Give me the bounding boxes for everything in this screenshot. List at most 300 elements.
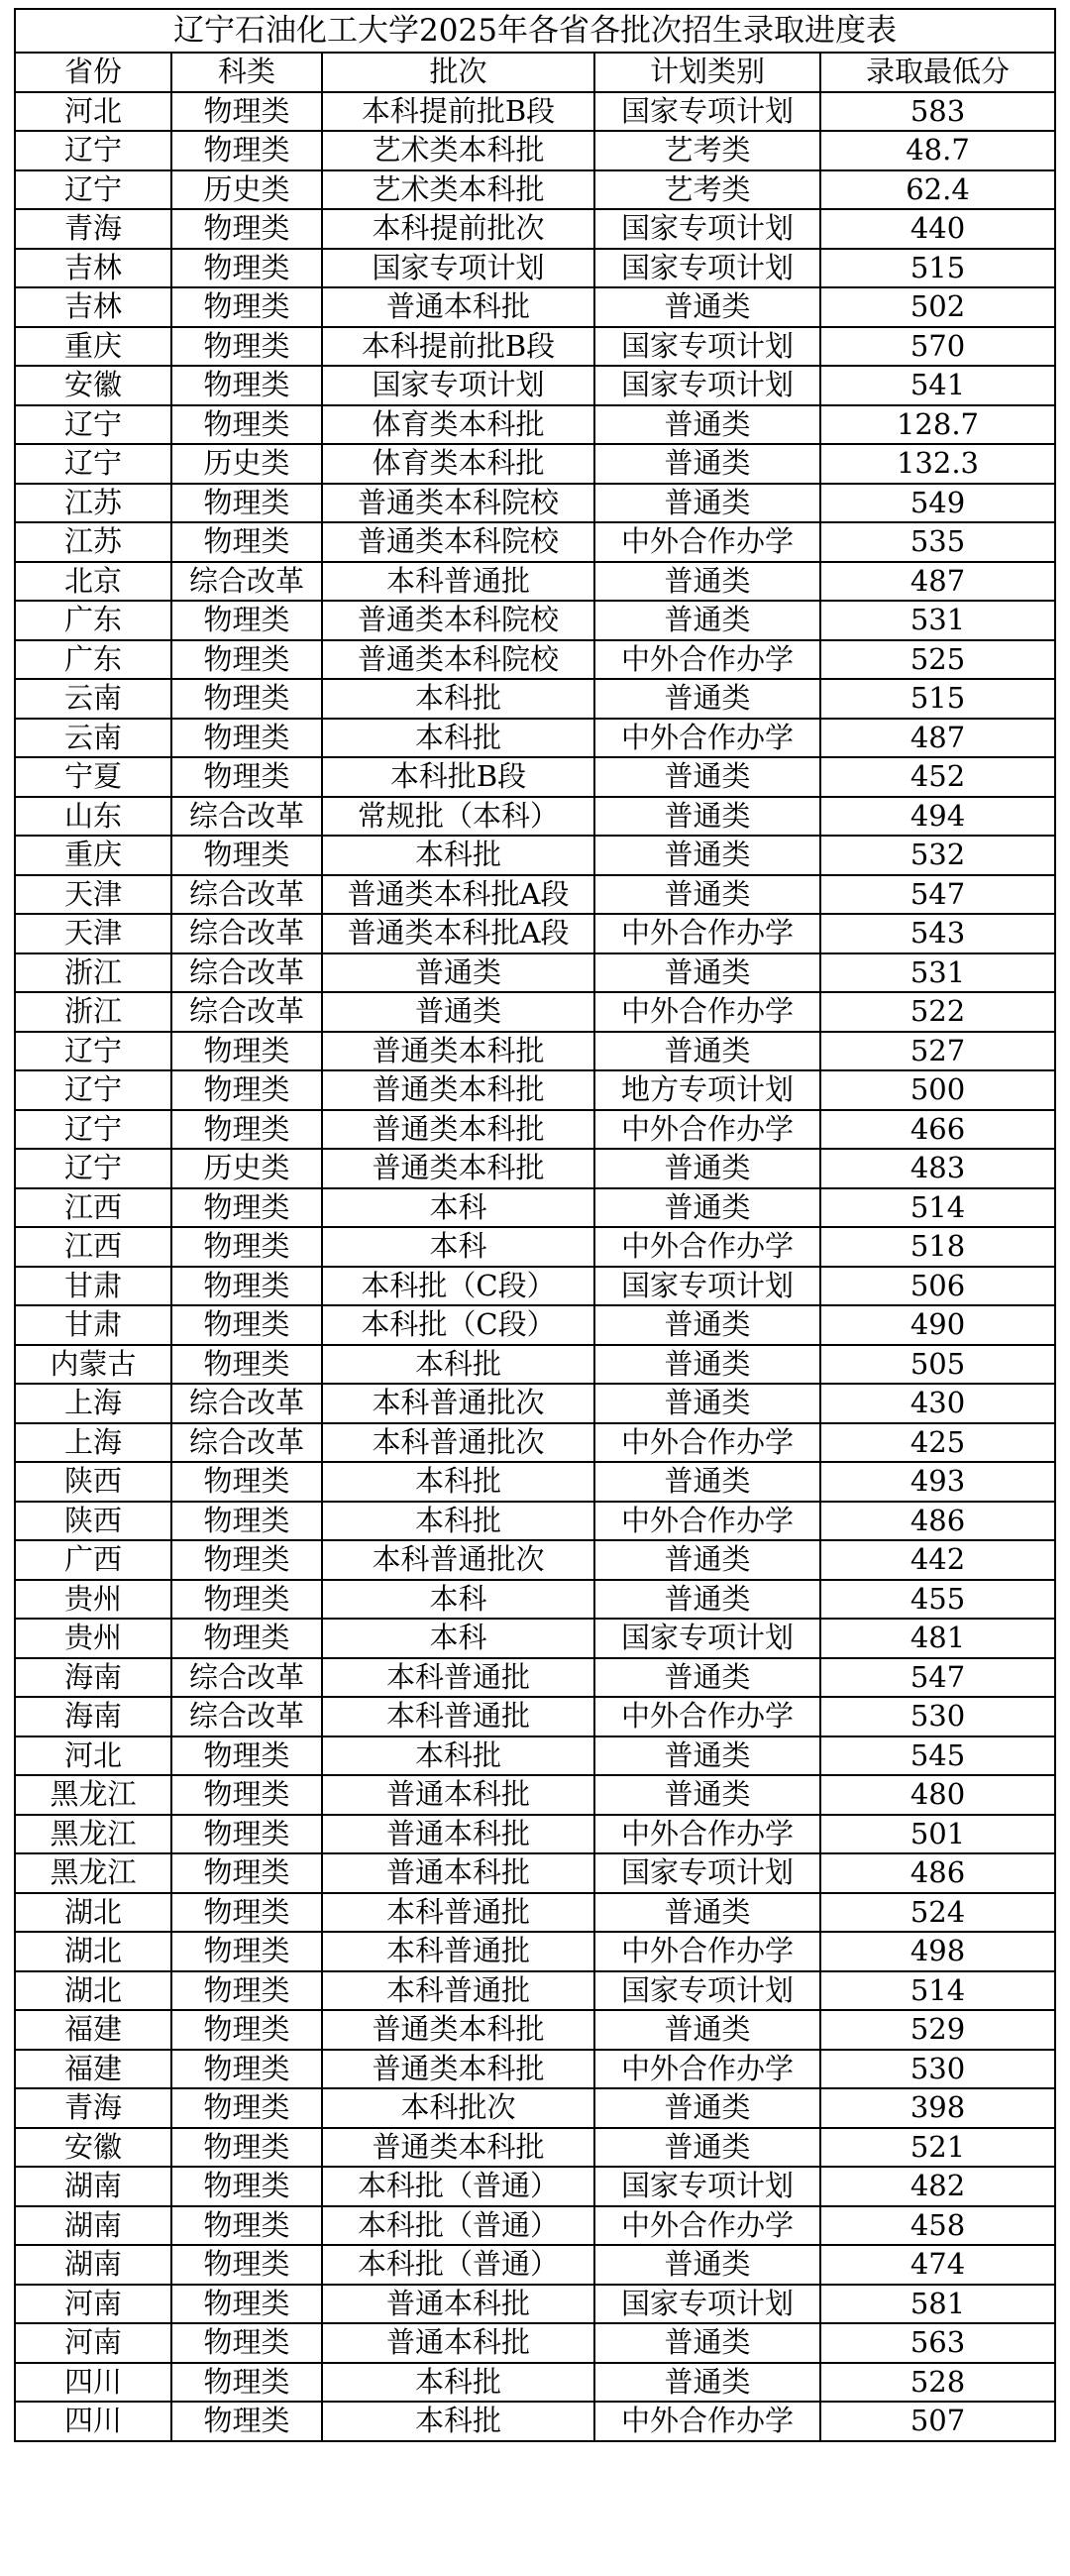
plan-type-cell: 普通类 — [594, 405, 820, 445]
batch-cell: 本科 — [322, 1580, 594, 1620]
subject-cell: 物理类 — [171, 836, 322, 875]
plan-type-cell: 普通类 — [594, 953, 820, 993]
table-row — [15, 1305, 1055, 1345]
min-score-cell: 487 — [820, 562, 1055, 602]
batch-cell: 普通类本科批A段 — [322, 875, 594, 915]
table-row — [15, 1110, 1055, 1150]
province-cell: 青海 — [15, 209, 171, 249]
table-row — [15, 1658, 1055, 1698]
batch-cell: 本科批（普通） — [322, 2167, 594, 2206]
batch-cell: 艺术类本科批 — [322, 170, 594, 210]
plan-type-cell: 中外合作办学 — [594, 719, 820, 758]
header-row — [15, 53, 1055, 92]
plan-type-cell: 普通类 — [594, 1305, 820, 1345]
province-cell: 广西 — [15, 1540, 171, 1580]
table-row — [15, 1971, 1055, 2011]
subject-cell: 物理类 — [171, 2010, 322, 2050]
plan-type-cell: 普通类 — [594, 836, 820, 875]
plan-type-cell: 地方专项计划 — [594, 1070, 820, 1110]
batch-cell: 本科批 — [322, 1502, 594, 1541]
subject-cell: 物理类 — [171, 1032, 322, 1071]
table-body — [15, 92, 1055, 2441]
province-cell: 重庆 — [15, 327, 171, 367]
subject-cell: 历史类 — [171, 444, 322, 484]
subject-cell: 物理类 — [171, 366, 322, 405]
batch-cell: 艺术类本科批 — [322, 131, 594, 170]
subject-cell: 物理类 — [171, 2285, 322, 2324]
table-row — [15, 719, 1055, 758]
province-cell: 重庆 — [15, 836, 171, 875]
min-score-cell: 530 — [820, 2050, 1055, 2089]
table-row — [15, 1853, 1055, 1893]
min-score-cell: 486 — [820, 1502, 1055, 1541]
subject-cell: 综合改革 — [171, 953, 322, 993]
header-batch: 批次 — [322, 53, 594, 92]
table-row — [15, 1384, 1055, 1423]
min-score-cell: 481 — [820, 1619, 1055, 1658]
table-row — [15, 249, 1055, 288]
header-province: 省份 — [15, 53, 171, 92]
province-cell: 宁夏 — [15, 757, 171, 797]
batch-cell: 普通类本科批 — [322, 2010, 594, 2050]
min-score-cell: 430 — [820, 1384, 1055, 1423]
table-row — [15, 1619, 1055, 1658]
plan-type-cell: 普通类 — [594, 875, 820, 915]
batch-cell: 普通类本科批 — [322, 1110, 594, 1150]
header-subject: 科类 — [171, 53, 322, 92]
min-score-cell: 466 — [820, 1110, 1055, 1150]
batch-cell: 本科提前批B段 — [322, 92, 594, 132]
table-row — [15, 1893, 1055, 1933]
province-cell: 福建 — [15, 2010, 171, 2050]
min-score-cell: 583 — [820, 92, 1055, 132]
province-cell: 安徽 — [15, 2128, 171, 2168]
min-score-cell: 527 — [820, 1032, 1055, 1071]
table-row — [15, 601, 1055, 640]
batch-cell: 本科批 — [322, 2402, 594, 2441]
province-cell: 辽宁 — [15, 1070, 171, 1110]
min-score-cell: 547 — [820, 1658, 1055, 1698]
province-cell: 江苏 — [15, 522, 171, 562]
subject-cell: 物理类 — [171, 757, 322, 797]
subject-cell: 综合改革 — [171, 1697, 322, 1736]
min-score-cell: 581 — [820, 2285, 1055, 2324]
subject-cell: 物理类 — [171, 1227, 322, 1267]
plan-type-cell: 中外合作办学 — [594, 1423, 820, 1463]
min-score-cell: 128.7 — [820, 405, 1055, 445]
province-cell: 山东 — [15, 797, 171, 837]
plan-type-cell: 普通类 — [594, 1580, 820, 1620]
batch-cell: 普通类本科院校 — [322, 522, 594, 562]
province-cell: 浙江 — [15, 992, 171, 1032]
min-score-cell: 493 — [820, 1462, 1055, 1502]
batch-cell: 普通类本科批 — [322, 2128, 594, 2168]
batch-cell: 本科普通批 — [322, 562, 594, 602]
min-score-cell: 543 — [820, 914, 1055, 953]
batch-cell: 本科提前批次 — [322, 209, 594, 249]
subject-cell: 物理类 — [171, 601, 322, 640]
plan-type-cell: 普通类 — [594, 1032, 820, 1071]
plan-type-cell: 普通类 — [594, 287, 820, 327]
batch-cell: 本科批 — [322, 679, 594, 719]
province-cell: 吉林 — [15, 287, 171, 327]
province-cell: 辽宁 — [15, 1110, 171, 1150]
batch-cell: 普通类本科院校 — [322, 601, 594, 640]
subject-cell: 物理类 — [171, 2402, 322, 2441]
province-cell: 北京 — [15, 562, 171, 602]
province-cell: 广东 — [15, 601, 171, 640]
table-row — [15, 1580, 1055, 1620]
table-row — [15, 131, 1055, 170]
plan-type-cell: 国家专项计划 — [594, 2285, 820, 2324]
subject-cell: 物理类 — [171, 209, 322, 249]
min-score-cell: 482 — [820, 2167, 1055, 2206]
province-cell: 海南 — [15, 1697, 171, 1736]
plan-type-cell: 普通类 — [594, 1345, 820, 1385]
table-row — [15, 327, 1055, 367]
batch-cell: 本科批次 — [322, 2088, 594, 2128]
batch-cell: 本科批 — [322, 719, 594, 758]
table-row — [15, 1502, 1055, 1541]
subject-cell: 物理类 — [171, 2050, 322, 2089]
plan-type-cell: 普通类 — [594, 601, 820, 640]
table-row — [15, 366, 1055, 405]
min-score-cell: 486 — [820, 1853, 1055, 1893]
plan-type-cell: 中外合作办学 — [594, 2402, 820, 2441]
plan-type-cell: 中外合作办学 — [594, 2050, 820, 2089]
batch-cell: 本科普通批 — [322, 1893, 594, 1933]
min-score-cell: 531 — [820, 953, 1055, 993]
subject-cell: 物理类 — [171, 1932, 322, 1971]
table-row — [15, 1775, 1055, 1815]
batch-cell: 国家专项计划 — [322, 249, 594, 288]
plan-type-cell: 普通类 — [594, 1775, 820, 1815]
batch-cell: 本科 — [322, 1227, 594, 1267]
min-score-cell: 494 — [820, 797, 1055, 837]
table-row — [15, 1932, 1055, 1971]
table-row — [15, 2285, 1055, 2324]
batch-cell: 普通类本科批 — [322, 2050, 594, 2089]
min-score-cell: 521 — [820, 2128, 1055, 2168]
province-cell: 内蒙古 — [15, 1345, 171, 1385]
subject-cell: 物理类 — [171, 287, 322, 327]
min-score-cell: 425 — [820, 1423, 1055, 1463]
plan-type-cell: 普通类 — [594, 2245, 820, 2285]
min-score-cell: 455 — [820, 1580, 1055, 1620]
batch-cell: 本科普通批 — [322, 1971, 594, 2011]
plan-type-cell: 国家专项计划 — [594, 92, 820, 132]
min-score-cell: 547 — [820, 875, 1055, 915]
table-row — [15, 2206, 1055, 2246]
plan-type-cell: 普通类 — [594, 1658, 820, 1698]
table-row — [15, 1540, 1055, 1580]
batch-cell: 常规批（本科） — [322, 797, 594, 837]
table-row — [15, 1697, 1055, 1736]
subject-cell: 物理类 — [171, 2363, 322, 2403]
plan-type-cell: 普通类 — [594, 1893, 820, 1933]
batch-cell: 普通本科批 — [322, 287, 594, 327]
admission-progress-sheet — [14, 8, 1054, 2442]
province-cell: 上海 — [15, 1423, 171, 1463]
subject-cell: 物理类 — [171, 92, 322, 132]
min-score-cell: 545 — [820, 1736, 1055, 1776]
table-row — [15, 1267, 1055, 1306]
subject-cell: 物理类 — [171, 1815, 322, 1854]
min-score-cell: 563 — [820, 2323, 1055, 2363]
table-row — [15, 2167, 1055, 2206]
province-cell: 辽宁 — [15, 444, 171, 484]
table-row — [15, 1736, 1055, 1776]
subject-cell: 物理类 — [171, 719, 322, 758]
plan-type-cell: 中外合作办学 — [594, 1815, 820, 1854]
province-cell: 陕西 — [15, 1462, 171, 1502]
batch-cell: 国家专项计划 — [322, 366, 594, 405]
subject-cell: 物理类 — [171, 1070, 322, 1110]
batch-cell: 本科批 — [322, 836, 594, 875]
min-score-cell: 452 — [820, 757, 1055, 797]
plan-type-cell: 普通类 — [594, 484, 820, 523]
table-row — [15, 1423, 1055, 1463]
subject-cell: 物理类 — [171, 1345, 322, 1385]
min-score-cell: 528 — [820, 2363, 1055, 2403]
plan-type-cell: 中外合作办学 — [594, 914, 820, 953]
subject-cell: 物理类 — [171, 522, 322, 562]
plan-type-cell: 国家专项计划 — [594, 249, 820, 288]
province-cell: 湖南 — [15, 2167, 171, 2206]
plan-type-cell: 普通类 — [594, 1736, 820, 1776]
table-row — [15, 836, 1055, 875]
table-row — [15, 640, 1055, 680]
province-cell: 上海 — [15, 1384, 171, 1423]
min-score-cell: 132.3 — [820, 444, 1055, 484]
plan-type-cell: 普通类 — [594, 2010, 820, 2050]
min-score-cell: 398 — [820, 2088, 1055, 2128]
subject-cell: 物理类 — [171, 1188, 322, 1228]
subject-cell: 物理类 — [171, 405, 322, 445]
plan-type-cell: 普通类 — [594, 1540, 820, 1580]
province-cell: 贵州 — [15, 1619, 171, 1658]
province-cell: 吉林 — [15, 249, 171, 288]
province-cell: 河北 — [15, 1736, 171, 1776]
subject-cell: 物理类 — [171, 131, 322, 170]
table-row — [15, 1032, 1055, 1071]
subject-cell: 物理类 — [171, 2088, 322, 2128]
min-score-cell: 458 — [820, 2206, 1055, 2246]
province-cell: 黑龙江 — [15, 1853, 171, 1893]
province-cell: 黑龙江 — [15, 1775, 171, 1815]
batch-cell: 本科批（普通） — [322, 2245, 594, 2285]
plan-type-cell: 普通类 — [594, 2363, 820, 2403]
admission-table — [14, 8, 1056, 2442]
plan-type-cell: 普通类 — [594, 444, 820, 484]
plan-type-cell: 普通类 — [594, 797, 820, 837]
plan-type-cell: 中外合作办学 — [594, 640, 820, 680]
table-row — [15, 1462, 1055, 1502]
title-row — [15, 9, 1055, 53]
province-cell: 辽宁 — [15, 131, 171, 170]
header-plan-type: 计划类别 — [594, 53, 820, 92]
table-row — [15, 1227, 1055, 1267]
min-score-cell: 515 — [820, 679, 1055, 719]
min-score-cell: 549 — [820, 484, 1055, 523]
batch-cell: 本科批 — [322, 1345, 594, 1385]
province-cell: 安徽 — [15, 366, 171, 405]
province-cell: 青海 — [15, 2088, 171, 2128]
province-cell: 江苏 — [15, 484, 171, 523]
table-row — [15, 2088, 1055, 2128]
batch-cell: 本科批 — [322, 2363, 594, 2403]
plan-type-cell: 中外合作办学 — [594, 2206, 820, 2246]
plan-type-cell: 中外合作办学 — [594, 1110, 820, 1150]
province-cell: 天津 — [15, 914, 171, 953]
min-score-cell: 62.4 — [820, 170, 1055, 210]
table-row — [15, 2323, 1055, 2363]
table-row — [15, 1149, 1055, 1188]
subject-cell: 综合改革 — [171, 797, 322, 837]
min-score-cell: 570 — [820, 327, 1055, 367]
province-cell: 湖南 — [15, 2206, 171, 2246]
subject-cell: 综合改革 — [171, 875, 322, 915]
table-row — [15, 1070, 1055, 1110]
plan-type-cell: 中外合作办学 — [594, 1697, 820, 1736]
batch-cell: 普通本科批 — [322, 2323, 594, 2363]
plan-type-cell: 国家专项计划 — [594, 1267, 820, 1306]
table-row — [15, 2363, 1055, 2403]
province-cell: 四川 — [15, 2402, 171, 2441]
min-score-cell: 532 — [820, 836, 1055, 875]
plan-type-cell: 普通类 — [594, 757, 820, 797]
min-score-cell: 525 — [820, 640, 1055, 680]
subject-cell: 物理类 — [171, 1775, 322, 1815]
min-score-cell: 541 — [820, 366, 1055, 405]
subject-cell: 物理类 — [171, 2167, 322, 2206]
subject-cell: 物理类 — [171, 679, 322, 719]
plan-type-cell: 中外合作办学 — [594, 1227, 820, 1267]
plan-type-cell: 普通类 — [594, 2088, 820, 2128]
plan-type-cell: 国家专项计划 — [594, 1971, 820, 2011]
plan-type-cell: 国家专项计划 — [594, 1619, 820, 1658]
subject-cell: 物理类 — [171, 2206, 322, 2246]
min-score-cell: 502 — [820, 287, 1055, 327]
min-score-cell: 522 — [820, 992, 1055, 1032]
province-cell: 陕西 — [15, 1502, 171, 1541]
subject-cell: 物理类 — [171, 1267, 322, 1306]
subject-cell: 历史类 — [171, 1149, 322, 1188]
table-row — [15, 484, 1055, 523]
batch-cell: 普通本科批 — [322, 2285, 594, 2324]
plan-type-cell: 国家专项计划 — [594, 209, 820, 249]
batch-cell: 本科批B段 — [322, 757, 594, 797]
table-row — [15, 2128, 1055, 2168]
province-cell: 甘肃 — [15, 1305, 171, 1345]
batch-cell: 本科批 — [322, 1462, 594, 1502]
subject-cell: 物理类 — [171, 1540, 322, 1580]
province-cell: 湖北 — [15, 1932, 171, 1971]
province-cell: 浙江 — [15, 953, 171, 993]
province-cell: 辽宁 — [15, 170, 171, 210]
table-row — [15, 679, 1055, 719]
min-score-cell: 515 — [820, 249, 1055, 288]
province-cell: 江西 — [15, 1188, 171, 1228]
min-score-cell: 487 — [820, 719, 1055, 758]
batch-cell: 普通类 — [322, 992, 594, 1032]
batch-cell: 本科批（C段） — [322, 1267, 594, 1306]
table-row — [15, 170, 1055, 210]
min-score-cell: 530 — [820, 1697, 1055, 1736]
subject-cell: 物理类 — [171, 1971, 322, 2011]
plan-type-cell: 中外合作办学 — [594, 992, 820, 1032]
subject-cell: 物理类 — [171, 640, 322, 680]
province-cell: 辽宁 — [15, 1149, 171, 1188]
plan-type-cell: 普通类 — [594, 1384, 820, 1423]
table-row — [15, 92, 1055, 132]
province-cell: 甘肃 — [15, 1267, 171, 1306]
plan-type-cell: 普通类 — [594, 1149, 820, 1188]
table-row — [15, 522, 1055, 562]
min-score-cell: 490 — [820, 1305, 1055, 1345]
province-cell: 天津 — [15, 875, 171, 915]
min-score-cell: 518 — [820, 1227, 1055, 1267]
table-row — [15, 2010, 1055, 2050]
plan-type-cell: 国家专项计划 — [594, 2167, 820, 2206]
min-score-cell: 440 — [820, 209, 1055, 249]
province-cell: 河北 — [15, 92, 171, 132]
subject-cell: 综合改革 — [171, 992, 322, 1032]
batch-cell: 普通类本科批 — [322, 1070, 594, 1110]
min-score-cell: 500 — [820, 1070, 1055, 1110]
batch-cell: 普通类本科院校 — [322, 640, 594, 680]
min-score-cell: 474 — [820, 2245, 1055, 2285]
table-row — [15, 562, 1055, 602]
min-score-cell: 524 — [820, 1893, 1055, 1933]
subject-cell: 综合改革 — [171, 562, 322, 602]
batch-cell: 普通本科批 — [322, 1815, 594, 1854]
province-cell: 辽宁 — [15, 1032, 171, 1071]
plan-type-cell: 国家专项计划 — [594, 327, 820, 367]
batch-cell: 本科普通批次 — [322, 1384, 594, 1423]
plan-type-cell: 普通类 — [594, 562, 820, 602]
table-row — [15, 1188, 1055, 1228]
min-score-cell: 48.7 — [820, 131, 1055, 170]
province-cell: 黑龙江 — [15, 1815, 171, 1854]
plan-type-cell: 普通类 — [594, 679, 820, 719]
subject-cell: 物理类 — [171, 1502, 322, 1541]
plan-type-cell: 国家专项计划 — [594, 366, 820, 405]
table-row — [15, 757, 1055, 797]
table-row — [15, 875, 1055, 915]
subject-cell: 物理类 — [171, 2128, 322, 2168]
min-score-cell: 480 — [820, 1775, 1055, 1815]
table-row — [15, 405, 1055, 445]
batch-cell: 本科普通批次 — [322, 1423, 594, 1463]
min-score-cell: 506 — [820, 1267, 1055, 1306]
table-title: 辽宁石油化工大学2025年各省各批次招生录取进度表 — [15, 9, 1055, 53]
table-row — [15, 953, 1055, 993]
plan-type-cell: 中外合作办学 — [594, 1502, 820, 1541]
province-cell: 福建 — [15, 2050, 171, 2089]
province-cell: 云南 — [15, 719, 171, 758]
province-cell: 海南 — [15, 1658, 171, 1698]
batch-cell: 本科 — [322, 1619, 594, 1658]
table-row — [15, 992, 1055, 1032]
batch-cell: 本科普通批 — [322, 1658, 594, 1698]
min-score-cell: 483 — [820, 1149, 1055, 1188]
province-cell: 河南 — [15, 2285, 171, 2324]
subject-cell: 物理类 — [171, 1110, 322, 1150]
batch-cell: 本科批（普通） — [322, 2206, 594, 2246]
table-row — [15, 797, 1055, 837]
province-cell: 湖北 — [15, 1893, 171, 1933]
